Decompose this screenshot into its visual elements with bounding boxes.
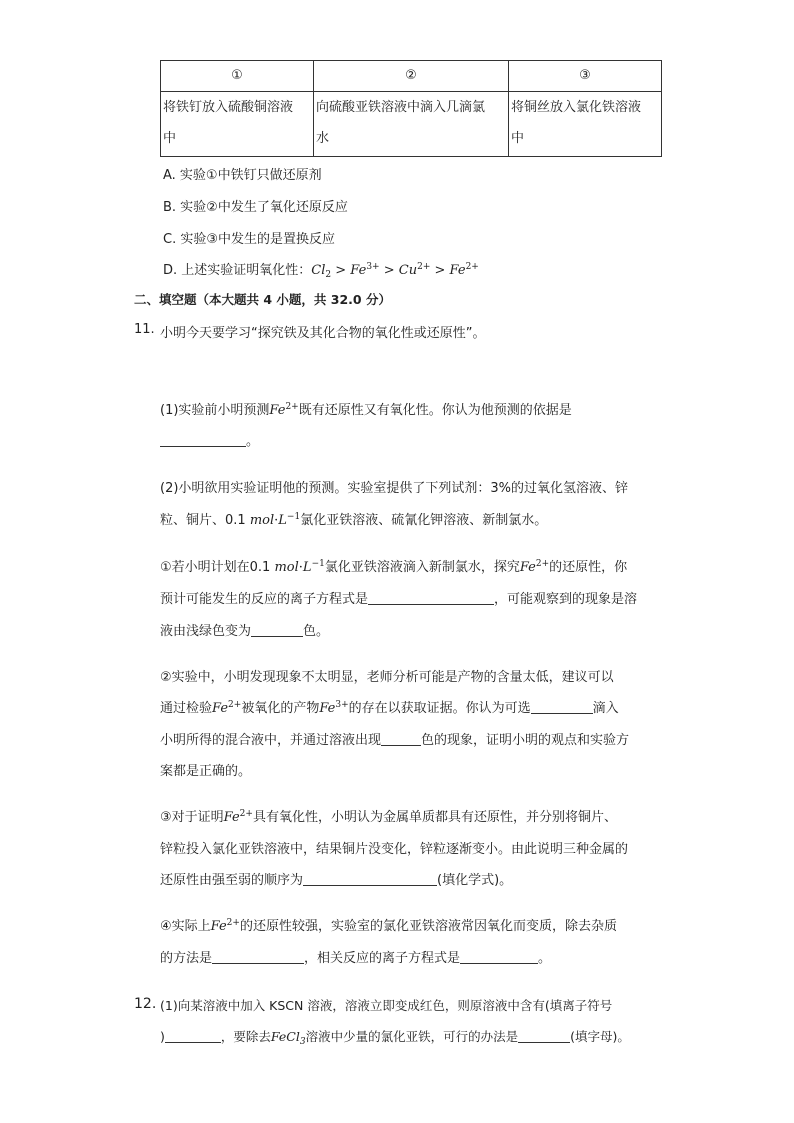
table-header-cell: ② <box>314 61 509 92</box>
answer-blank[interactable] <box>381 731 421 746</box>
table-row <box>161 92 662 157</box>
answer-blank[interactable] <box>460 949 538 964</box>
option-a: A. 实验①中铁钉只做还原剂 <box>163 168 322 183</box>
table-header-cell: ③ <box>509 61 662 92</box>
q11-stem: 小明今天要学习“探究铁及其化合物的氧化性或还原性”。 <box>160 326 486 341</box>
answer-blank[interactable] <box>212 949 304 964</box>
answer-blank[interactable] <box>303 871 437 886</box>
table-cell-1: 将铁钉放入硫酸铜溶液 中 <box>161 92 314 157</box>
q11-sub2-line4: 案都是正确的。 <box>160 764 252 779</box>
q11-sub1-line3: 液由浅绿色变为 色。 <box>160 624 330 639</box>
q11-part1-line1: (1)实验前小明预测$Fe^{2+}$既有还原性又有氧化性。你认为他预测的依据是 <box>160 402 572 418</box>
table-header-cell: ① <box>161 61 314 92</box>
option-b: B. 实验②中发生了氧化还原反应 <box>163 200 348 215</box>
answer-blank[interactable] <box>531 699 593 714</box>
answer-blank[interactable] <box>160 432 246 447</box>
answer-blank[interactable] <box>165 1028 221 1043</box>
q11-sub3-line1: ③对于证明$Fe^{2+}$具有氧化性，小明认为金属单质都具有还原性，并分别将铜片、 <box>160 809 617 825</box>
table-cell-2: 向硫酸亚铁溶液中滴入几滴氯 水 <box>314 92 509 157</box>
q11-part2-line2: 粒、铜片、0.1 $mol\cdot L^{-1}$氯化亚铁溶液、硫氰化钾溶液、新制氯水。 <box>160 512 548 528</box>
q11-sub2-line3: 小明所得的混合液中，并通过溶液出现 色的现象，证明小明的观点和实验方 <box>160 733 630 748</box>
q11-sub3-line3: 还原性由强至弱的顺序为 (填化学式)。 <box>160 873 513 888</box>
option-d: D. 上述实验证明氧化性：$Cl_2 > Fe^{3+} > Cu^{2+} > Fe^{2+}$ <box>163 262 479 280</box>
answer-blank[interactable] <box>518 1028 570 1043</box>
q12-number: 12. <box>134 996 157 1012</box>
q12-line1: (1)向某溶液中加入 KSCN 溶液，溶液立即变成红色，则原溶液中含有(填离子符号 <box>160 998 613 1013</box>
q12-line2: ) ，要除去FeCl$_3$溶液中少量的氯化亚铁，可行的办法是 (填字母)。 <box>160 1029 630 1047</box>
q11-sub3-line2: 锌粒投入氯化亚铁溶液中，结果铜片没变化，锌粒逐渐变小。由此说明三种金属的 <box>160 842 629 857</box>
q11-sub4-line1: ④实际上$Fe^{2+}$的还原性较强，实验室的氯化亚铁溶液常因氧化而变质，除去杂质 <box>160 918 617 934</box>
q11-part1-line2: 。 <box>160 430 259 449</box>
experiment-table <box>160 60 662 157</box>
q11-sub4-line2: 的方法是 ，相关反应的离子方程式是 。 <box>160 951 552 966</box>
table-header-row <box>161 61 662 92</box>
table-cell-3: 将铜丝放入氯化铁溶液 中 <box>509 92 662 157</box>
answer-blank[interactable] <box>368 590 494 605</box>
q11-sub1-line2: 预计可能发生的反应的离子方程式是 ，可能观察到的现象是溶 <box>160 592 638 607</box>
q11-part2-line1: (2)小明欲用实验证明他的预测。实验室提供了下列试剂：3%的过氧化氢溶液、锌 <box>160 481 629 496</box>
answer-blank[interactable] <box>251 622 303 637</box>
q11-number: 11. <box>134 322 155 337</box>
q11-sub1-line1: ①若小明计划在0.1 $mol\cdot L^{-1}$氯化亚铁溶液滴入新制氯水，探究$Fe^{2+}$的还原性，你 <box>160 559 628 575</box>
option-c: C. 实验③中发生的是置换反应 <box>163 232 335 247</box>
q11-sub2-line2: 通过检验$Fe^{2+}$被氧化的产物$Fe^{3+}$的存在以获取证据。你认为可选 滴入 <box>160 700 619 716</box>
section-title: 二、填空题（本大题共 4 小题，共 32.0 分） <box>134 292 391 307</box>
q11-sub2-line1: ②实验中，小明发现现象不太明显，老师分析可能是产物的含量太低，建议可以 <box>160 670 614 685</box>
